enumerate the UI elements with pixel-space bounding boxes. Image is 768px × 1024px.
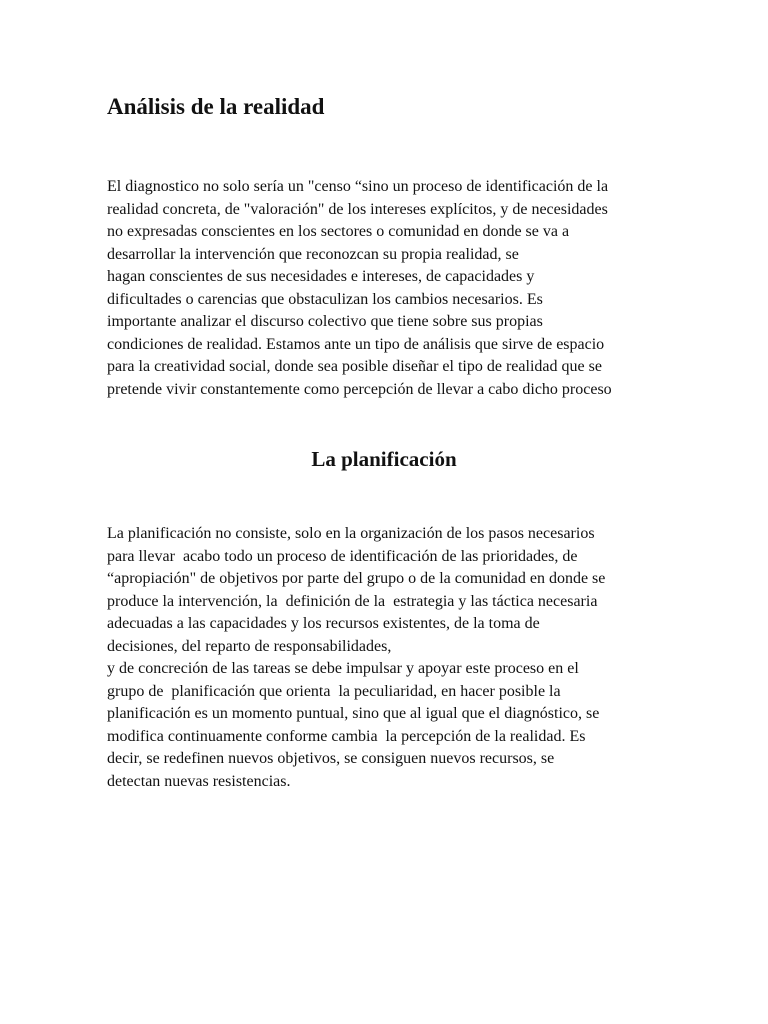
paragraph-line: El diagnostico no solo sería un "censo “sino un proceso de identificación de la (107, 178, 609, 195)
paragraph-line: hagan conscientes de sus necesidades e intereses, de capacidades y (107, 268, 535, 285)
paragraph-line: decisiones, del reparto de responsabilidades, (107, 637, 392, 655)
section-heading-analisis: Análisis de la realidad (107, 94, 325, 119)
paragraph-line: condiciones de realidad. Estamos ante un tipo de análisis que sirve de espacio (107, 335, 605, 353)
paragraph-line: pretende vivir constantemente como percepción de llevar a cabo dicho proceso (107, 380, 612, 398)
paragraph-line: desarrollar la intervención que reconozcan su propia realidad, se (107, 245, 519, 263)
paragraph-line: realidad concreta, de "valoración" de los intereses explícitos, y de necesidades (107, 200, 608, 218)
paragraph-line: grupo de planificación que orienta la peculiaridad, en hacer posible la (107, 682, 561, 700)
paragraph-line: para la creatividad social, donde sea posible diseñar el tipo de realidad que se (107, 358, 602, 375)
paragraph-line: y de concreción de las tareas se debe impulsar y apoyar este proceso en el (107, 660, 579, 677)
paragraph-line: produce la intervención, la definición de la estrategia y las táctica necesaria (107, 592, 598, 610)
paragraph-line: “apropiación" de objetivos por parte del grupo o de la comunidad en donde se (107, 570, 606, 587)
paragraph-line: planificación es un momento puntual, sino que al igual que el diagnóstico, se (107, 705, 600, 722)
paragraph-line: modifica continuamente conforme cambia la percepción de la realidad. Es (107, 727, 586, 745)
section-heading-planificacion: La planificación (311, 447, 457, 471)
paragraph-line: La planificación no consiste, solo en la organización de los pasos necesarios (107, 525, 595, 542)
paragraph-line: decir, se redefinen nuevos objetivos, se consiguen nuevos recursos, se (107, 750, 555, 767)
paragraph-line: no expresadas conscientes en los sectores o comunidad en donde se va a (107, 223, 570, 240)
section-paragraph-analisis (107, 176, 667, 401)
paragraph-line: adecuadas a las capacidades y los recursos existentes, de la toma de (107, 615, 540, 632)
paragraph-line: importante analizar el discurso colectivo que tiene sobre sus propias (107, 313, 543, 330)
paragraph-line: detectan nuevas resistencias. (107, 772, 291, 790)
paragraph-line: para llevar acabo todo un proceso de identificación de las prioridades, de (107, 547, 578, 565)
section-paragraph-planificacion (107, 523, 667, 793)
paragraph-line: dificultades o carencias que obstaculizan los cambios necesarios. Es (107, 290, 543, 308)
